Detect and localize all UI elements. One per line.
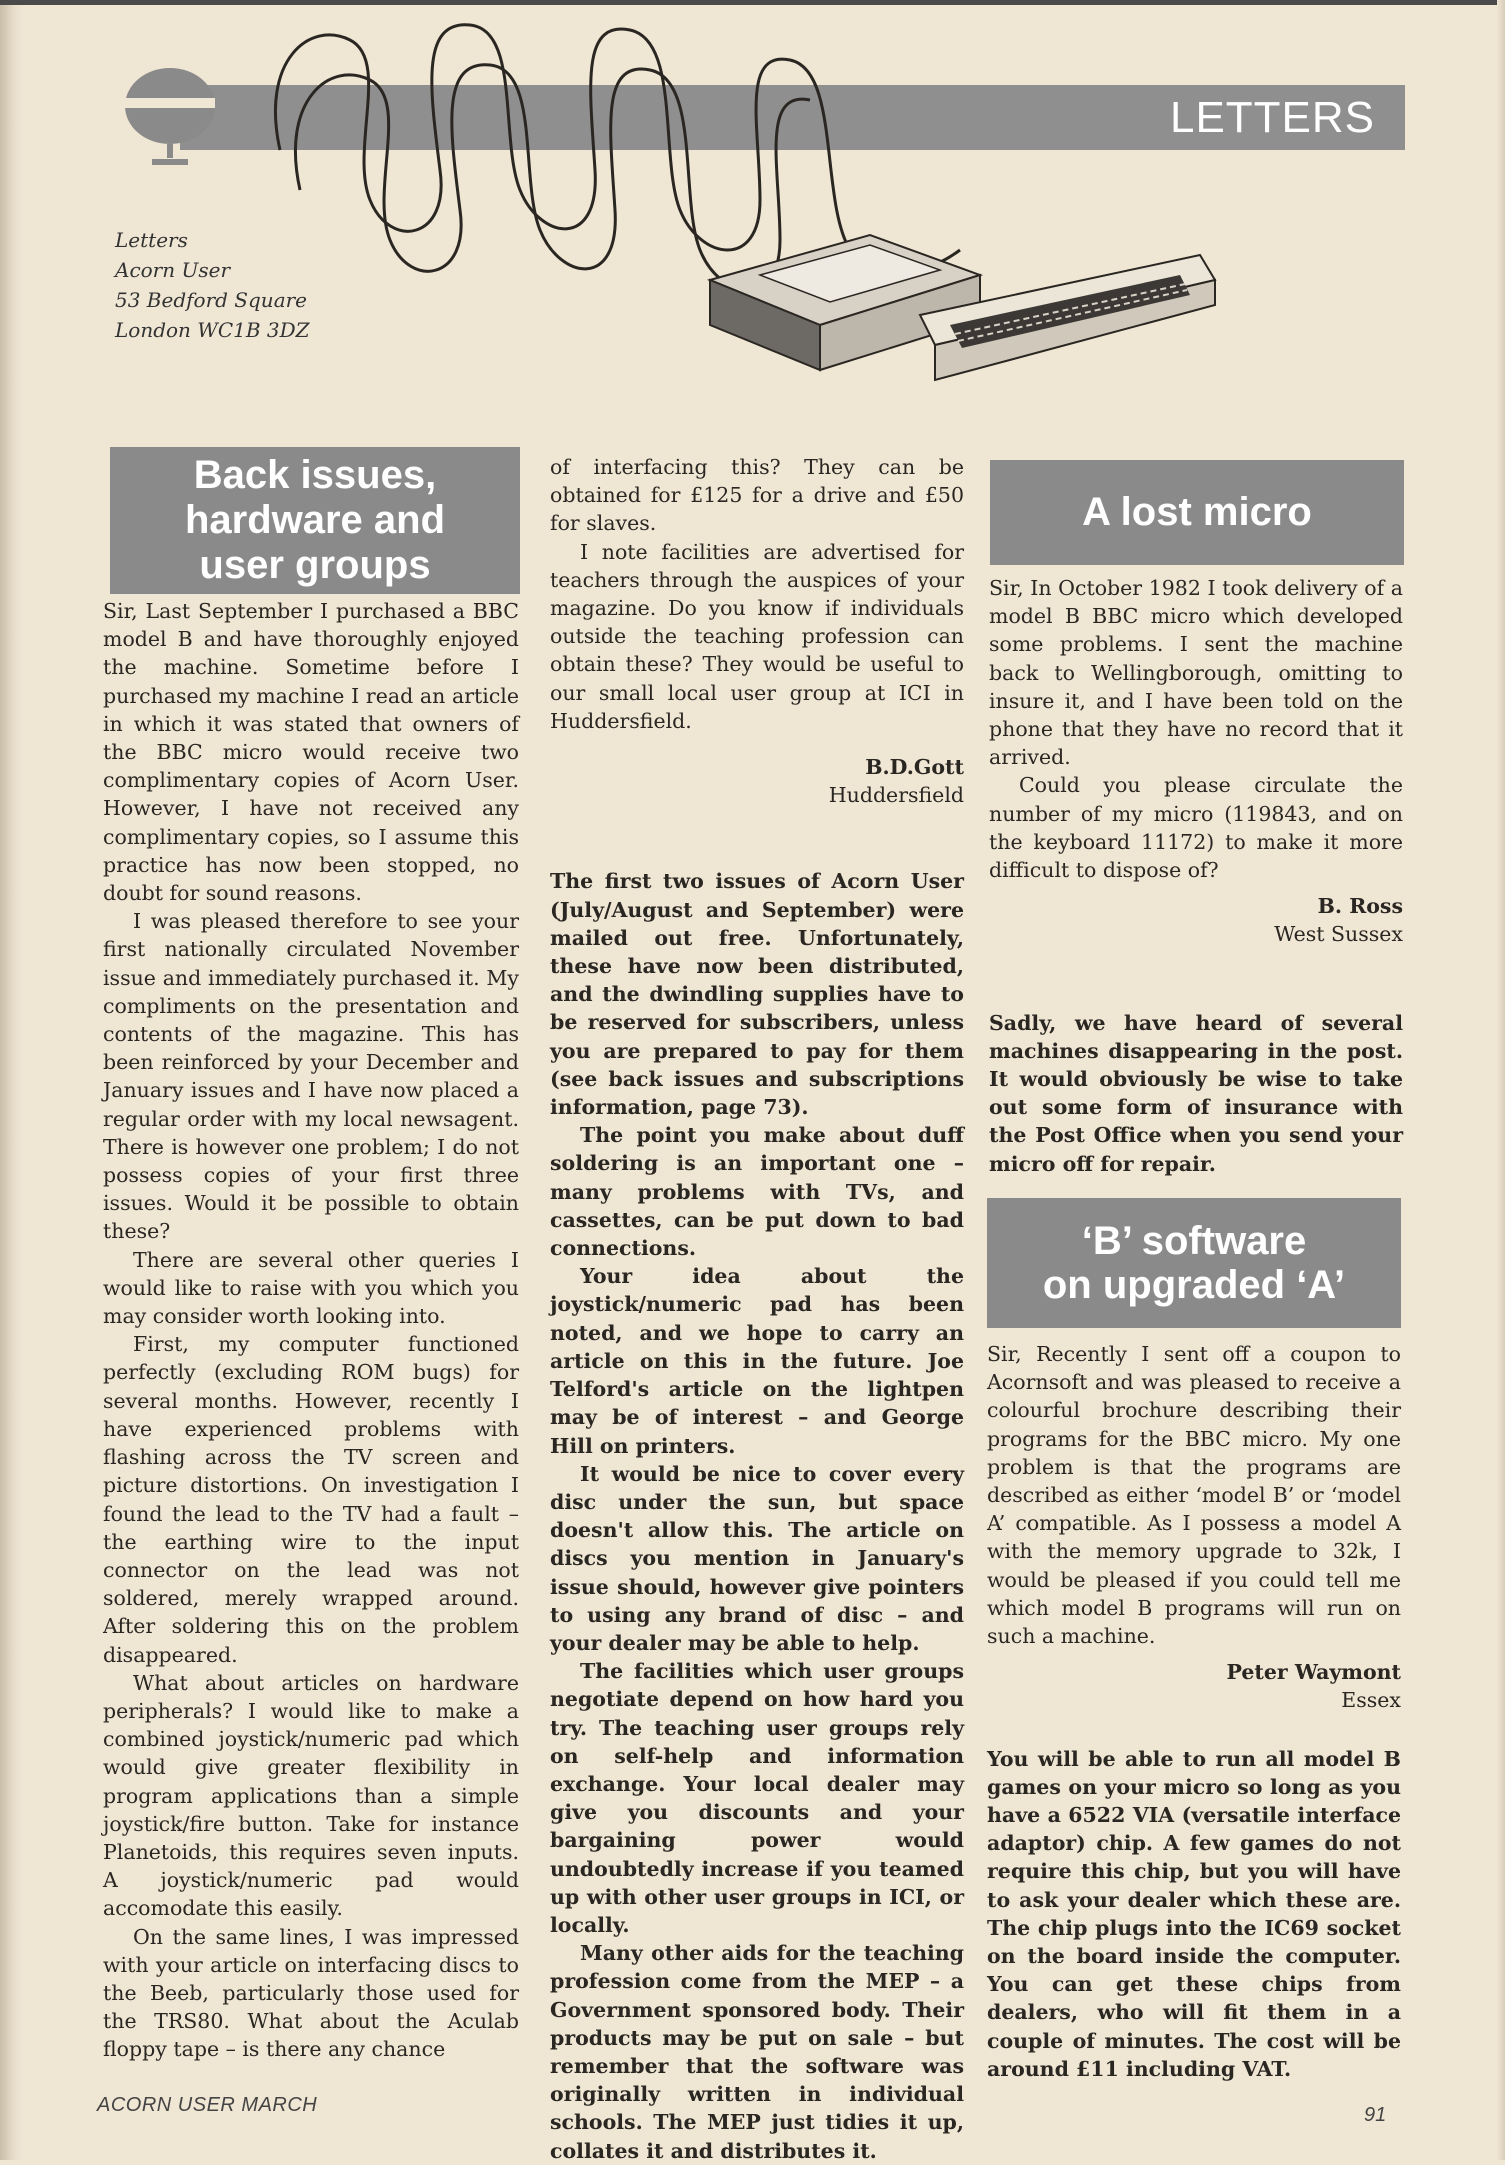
address-line: London WC1B 3DZ [115, 318, 310, 342]
editor-reply: Sadly, we have heard of several machines disappearing in the post. It would obviously be wise to take out some form of insurance with the Post Office when you send your micro off for repair. [989, 1010, 1403, 1176]
letters-address [115, 225, 310, 345]
editor-reply: You will be able to run all model B games on your micro so long as you have a 6522 VIA (versatile interface adaptor) chip. A few games do not require this chip, but you will have to ask your dealer which these are. The chip plugs into the IC69 socket on the board inside the computer. You can get these chips from dealers, who will fit them in a couple of minutes. The cost will be around £11 including VAT. [987, 1746, 1401, 2081]
signature: B. Ross [1317, 894, 1403, 919]
section-title: LETTERS [1169, 92, 1376, 142]
letter-paragraph: What about articles on hardware peripherals? I would like to make a combined joystick/numeric pad which would give greater flexibility in program applications than a simple joystick/fire button. Take for instance Planetoids, this requires seven inputs. A joystick/numeric pad would accomodate this easily. [103, 1670, 519, 1921]
right-edge [1497, 0, 1505, 2160]
letter-paragraph: of interfacing this? They can be obtained for £125 for a drive and £50 for slaves. [550, 455, 964, 536]
heading-line: ‘B’ software [1081, 1219, 1307, 1263]
letter-paragraph: On the same lines, I was impressed with your article on interfacing discs to the Beeb, particularly those used for the TRS80. What about the Aculab floppy tape – is there any chance [103, 1924, 519, 2062]
computer-printer-illustration [700, 220, 1220, 420]
letter-paragraph: Sir, In October 1982 I took delivery of a model B BBC micro which developed some problems. I sent the machine back to Wellingborough, omitting to insure it, and I have been told on the phone that they have no record that it arrived. [989, 576, 1403, 770]
editor-reply: Many other aids for the teaching profession come from the MEP – a Government sponsored body. Their products may be put on sale – but remember that the software was originally written in individual schools. The MEP just tidies it up, collates it and distributes it. [550, 1941, 964, 2163]
signature-place: West Sussex [1274, 922, 1403, 947]
editor-reply: The facilities which user groups negotiate depend on how hard you try. The teaching user groups rely on self-help and information exchange. Your local dealer may give you discounts and your bargaining power would undoubtedly increase if you teamed up with other user groups in ICI, or locally. [550, 1659, 964, 1937]
page-spine-shadow [0, 0, 22, 2160]
address-line: Acorn User [115, 258, 230, 282]
address-line: 53 Bedford Square [115, 288, 308, 312]
editor-reply: The point you make about duff soldering is an important one – many problems with TVs, and cassettes, can be put down to bad connections. [550, 1123, 964, 1261]
letter-paragraph: Sir, Last September I purchased a BBC model B and have thoroughly enjoyed the machine. Sometime before I purchased my machine I read an article in which it was stated that owners of the BBC micro would receive two complimentary copies of Acorn User. However, I have not received any complimentary copies, so I assume this practice has now been stopped, no doubt for sound reasons. [103, 599, 519, 906]
letter-paragraph: Sir, Recently I sent off a coupon to Acornsoft and was pleased to receive a colourful brochure describing their programs for the BBC micro. My one problem is that the programs are described as either ‘model B’ or ‘model A’ compatible. As I possess a model A with the memory upgrade to 32k, I would be pleased if you could tell me which model B programs will run on such a machine. [987, 1342, 1401, 1649]
editor-reply: The first two issues of Acorn User (July/August and September) were mailed out free. Unfortunately, these have now been distributed, and the dwindling supplies have to be reserved for subscribers, unless you are prepared to pay for them (see back issues and subscriptions information, page 73). [550, 869, 964, 1120]
signature-place: Essex [1341, 1688, 1401, 1713]
lost-micro-heading: A lost micro [990, 460, 1404, 565]
signature: B.D.Gott [865, 755, 964, 780]
letter-paragraph: I note facilities are advertised for teachers through the auspices of your magazine. Do you know if individuals outside the teaching profession can obtain these? They would be useful to our small local user group at ICI in Huddersfield. [550, 539, 964, 733]
address-line: Letters [115, 228, 188, 252]
heading-line: hardware and [184, 498, 446, 542]
editor-reply: It would be nice to cover every disc under the sun, but space doesn't allow this. The article on discs you mention in January's issue should, however give pointers to using any brand of disc – and your dealer may be able to help. [550, 1461, 964, 1655]
page-number: 91 [1364, 2104, 1387, 2126]
signature-place: Huddersfield [828, 783, 964, 808]
column-2 [550, 453, 964, 2165]
letter-paragraph: First, my computer functioned perfectly (excluding ROM bugs) for several months. However, recently I have experienced problems with flashing across the TV screen and picture distortions. On investigation I found the lead to the TV had a fault – the earthing wire to the input connector on the lead was not soldered, merely wrapped around. After soldering this on the problem disappeared. [103, 1332, 519, 1667]
footer-magazine: ACORN USER MARCH [97, 2094, 318, 2116]
letter-paragraph: Could you please circulate the number of my micro (119843, and on the keyboard 11172) to make it more difficult to dispose of? [989, 773, 1403, 883]
editor-reply: Your idea about the joystick/numeric pad has been noted, and we hope to carry an article on this in the future. Joe Telford's article on the lightpen may be of interest – and George Hill on printers. [550, 1264, 964, 1458]
b-software-heading [987, 1198, 1401, 1328]
column-3-lost-micro [989, 574, 1403, 1178]
heading-line: on upgraded ‘A’ [1042, 1263, 1346, 1307]
acorn-user-logo [112, 58, 227, 168]
signature: Peter Waymont [1226, 1660, 1401, 1685]
letter-paragraph: There are several other queries I would like to raise with you which you may consider worth looking into. [103, 1247, 519, 1329]
letter-paragraph: I was pleased therefore to see your first nationally circulated November issue and immediately purchased it. My compliments on the presentation and contents of the magazine. This has been reinforced by your December and January issues and I have now placed a regular order with my local newsagent. There is however one problem; I do not possess copies of your first three issues. Would it be possible to obtain these? [103, 909, 519, 1244]
back-issues-heading [110, 447, 520, 594]
heading-line: Back issues, [193, 453, 437, 497]
column-1 [103, 597, 519, 2064]
heading-line: user groups [199, 543, 431, 587]
column-3-b-software [987, 1340, 1401, 2083]
